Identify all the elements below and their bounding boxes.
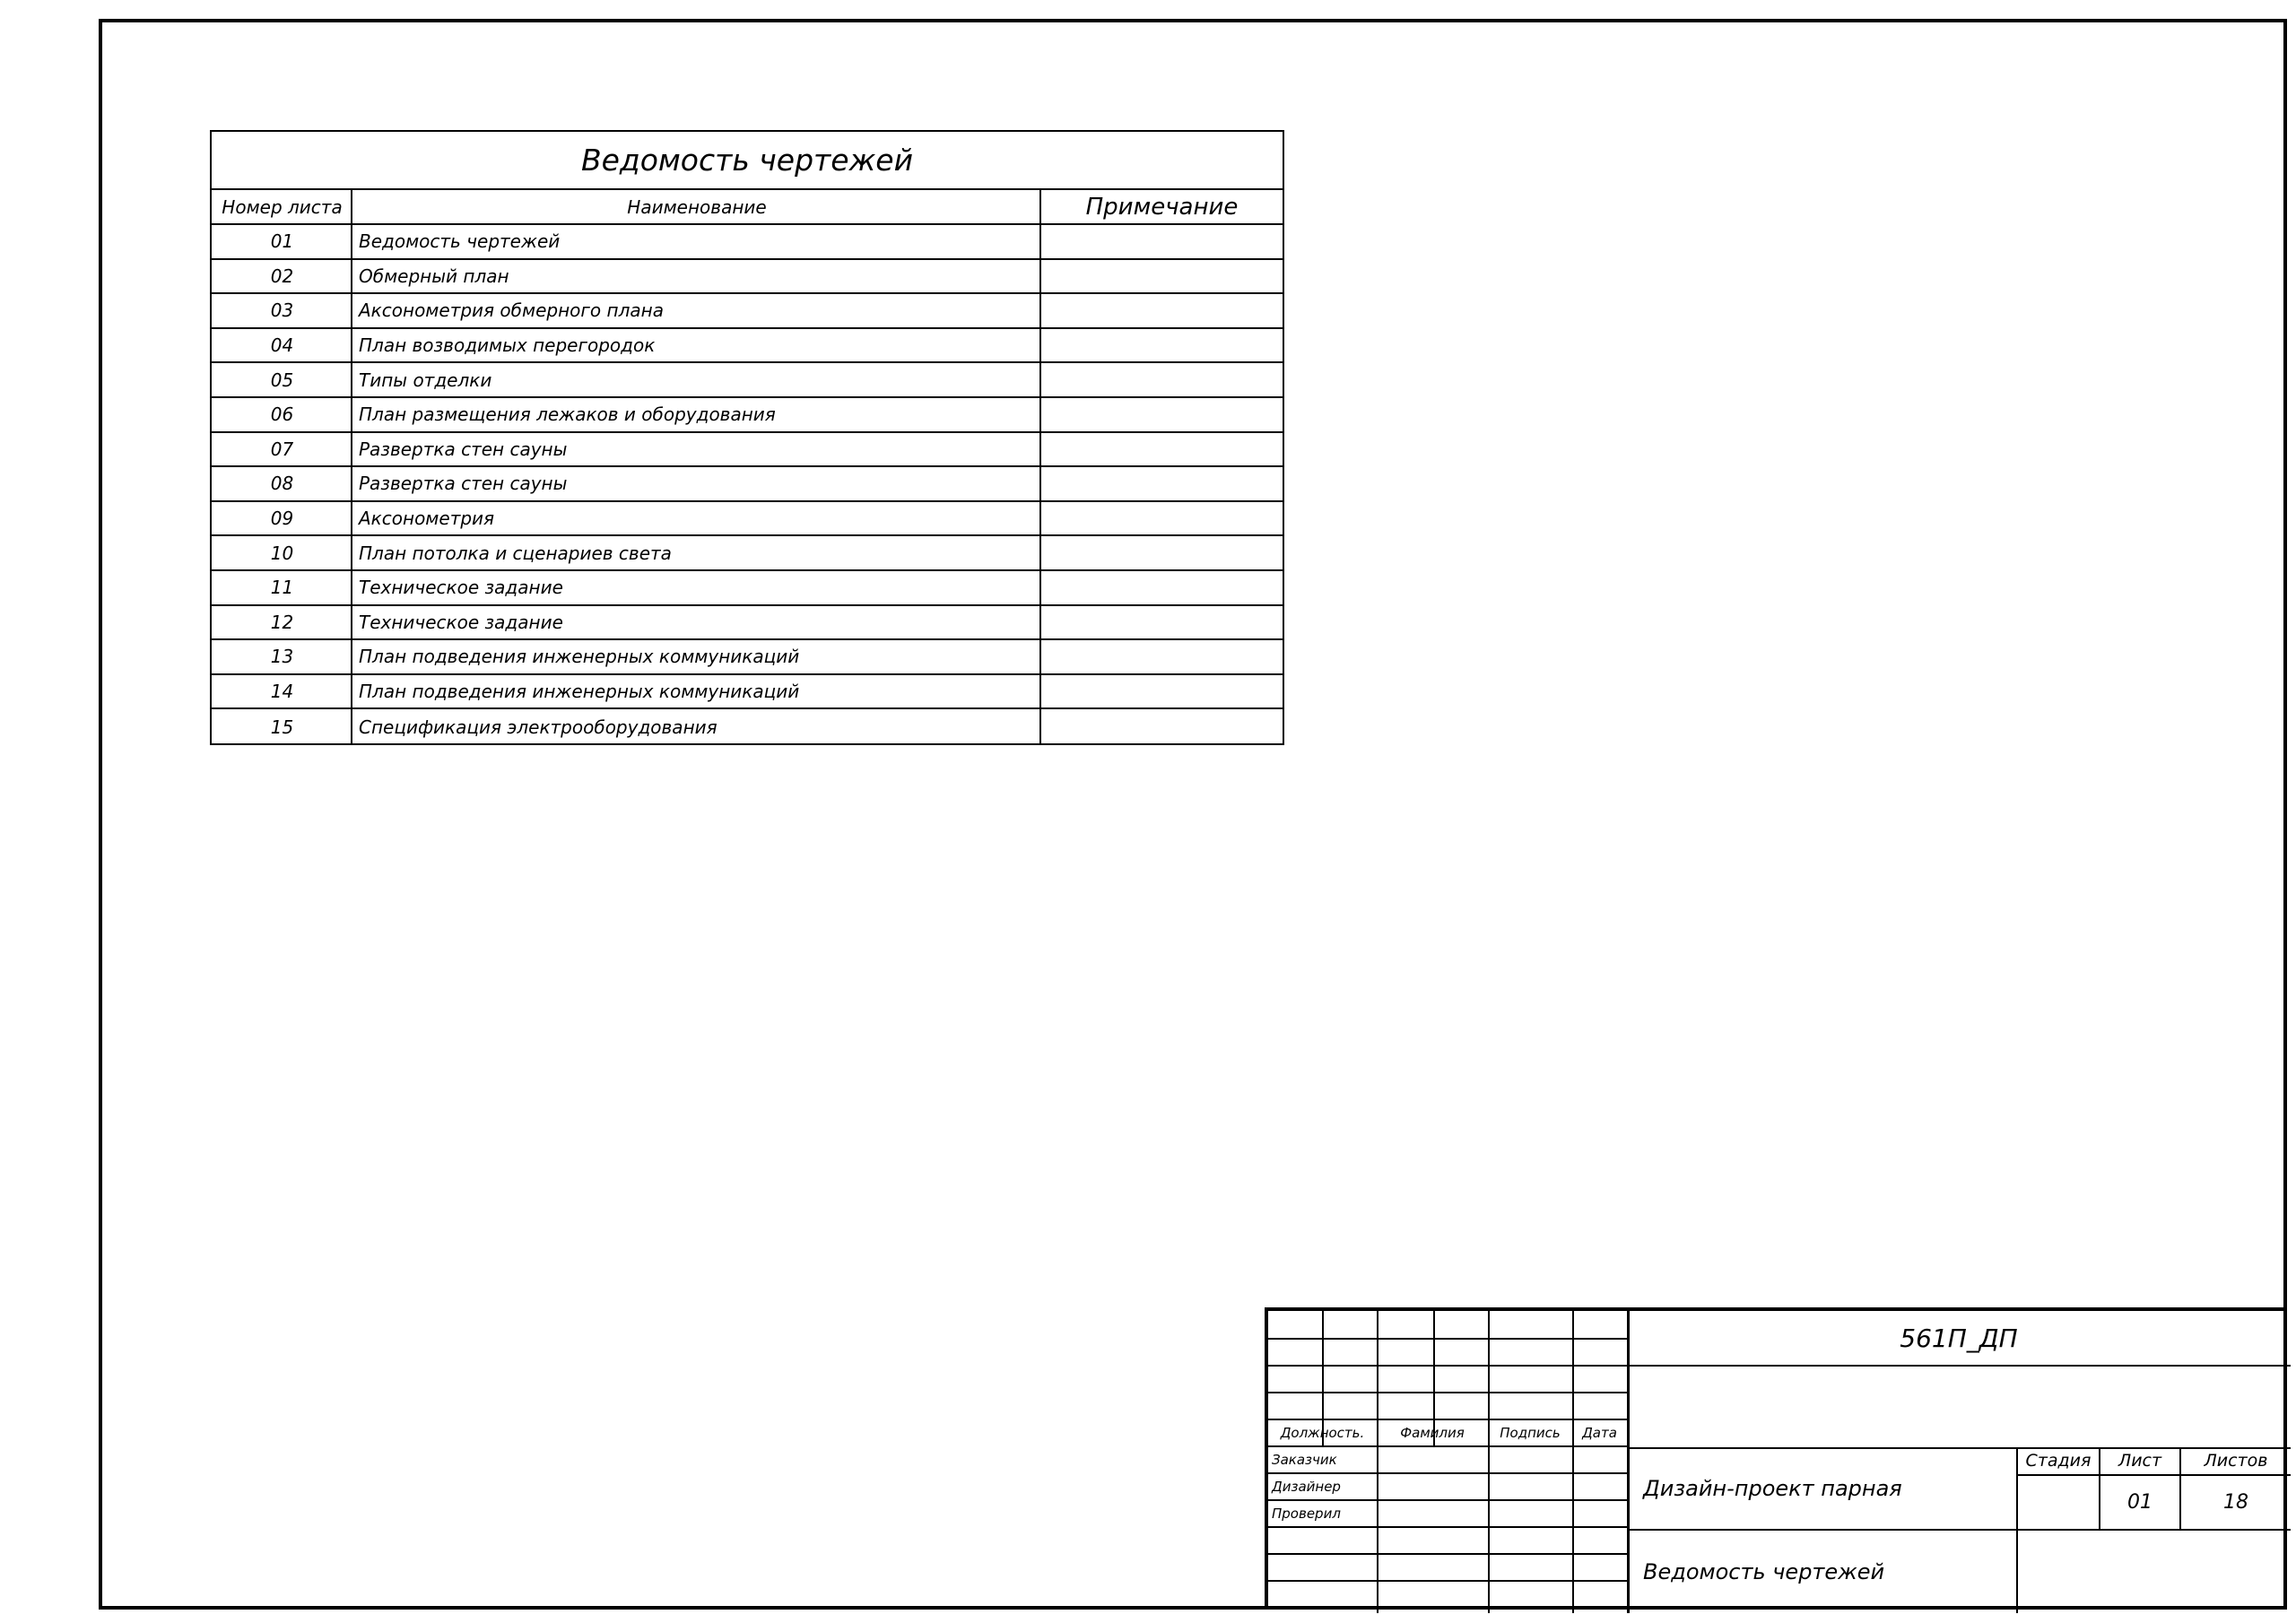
col-date-label: Дата bbox=[1582, 1425, 1617, 1441]
table-row bbox=[212, 467, 1283, 502]
table-row bbox=[212, 502, 1283, 537]
sheet-number: 12 bbox=[270, 611, 294, 633]
table-row bbox=[212, 709, 1283, 744]
sheet-title: План размещения лежаков и оборудования bbox=[359, 404, 776, 426]
sheet-name: Ведомость чертежей bbox=[1643, 1559, 1885, 1584]
sheet-number: 09 bbox=[270, 508, 294, 530]
sheet-title: План подведения инженерных коммуникаций bbox=[359, 646, 800, 668]
table-row bbox=[212, 433, 1283, 468]
stage-label: Стадия bbox=[2025, 1451, 2092, 1471]
table-row bbox=[212, 675, 1283, 710]
table-row bbox=[212, 571, 1283, 606]
sheet-title: Ведомость чертежей bbox=[359, 230, 561, 253]
sheet-title: Техническое задание bbox=[359, 577, 563, 599]
document-code: 561П_ДП bbox=[1900, 1323, 2018, 1353]
table-row bbox=[212, 363, 1283, 398]
title-block bbox=[1265, 1307, 2287, 1610]
tb-line bbox=[1488, 1311, 1490, 1613]
sheet-number: 11 bbox=[270, 577, 294, 599]
drawing-list-title: Ведомость чертежей bbox=[212, 132, 1283, 190]
table-row bbox=[212, 329, 1283, 364]
sheet-title: Обмерный план bbox=[359, 265, 509, 287]
project-name: Дизайн-проект парная bbox=[1643, 1475, 1902, 1501]
sheet-number: 08 bbox=[270, 473, 294, 495]
tb-line bbox=[1377, 1311, 1378, 1613]
table-row bbox=[212, 398, 1283, 433]
sheet-title: План подведения инженерных коммуникаций bbox=[359, 681, 800, 703]
sheet-number: 07 bbox=[270, 438, 294, 460]
sheets-label: Листов bbox=[2204, 1451, 2268, 1471]
sheet-number: 04 bbox=[270, 334, 294, 357]
col-signature-label: Подпись bbox=[1500, 1425, 1561, 1441]
table-row bbox=[212, 294, 1283, 329]
sheet-title: План возводимых перегородок bbox=[359, 334, 656, 357]
header-name: Наименование bbox=[352, 190, 1041, 225]
sheet-title: Аксонометрия обмерного плана bbox=[359, 299, 664, 322]
sheet-title: Развертка стен сауны bbox=[359, 473, 568, 495]
role-checker: Проверил bbox=[1272, 1506, 1341, 1522]
tb-line bbox=[1268, 1392, 1627, 1393]
drawing-list-table bbox=[210, 130, 1284, 745]
tb-line bbox=[1627, 1365, 2291, 1367]
sheets-value: 18 bbox=[2223, 1491, 2248, 1514]
table-row bbox=[212, 640, 1283, 675]
sheet-number: 13 bbox=[270, 646, 294, 668]
header-sheet-number: Номер листа bbox=[212, 190, 352, 225]
table-row bbox=[212, 225, 1283, 260]
sheet-title: Аксонометрия bbox=[359, 508, 495, 530]
table-row bbox=[212, 536, 1283, 571]
sheet-value: 01 bbox=[2127, 1491, 2152, 1514]
sheet-number: 14 bbox=[270, 681, 294, 703]
drawing-list-body bbox=[212, 225, 1283, 743]
role-designer: Дизайнер bbox=[1272, 1479, 1341, 1495]
col-surname-label: Фамилия bbox=[1400, 1425, 1465, 1441]
stage-value bbox=[2018, 1476, 2099, 1529]
sheet-number: 03 bbox=[270, 299, 294, 322]
tb-line bbox=[1268, 1553, 1627, 1555]
sheet-number: 06 bbox=[270, 404, 294, 426]
sheet-title: Типы отделки bbox=[359, 369, 492, 391]
sheet-number: 01 bbox=[270, 230, 294, 253]
table-row bbox=[212, 606, 1283, 641]
sheet-number: 10 bbox=[270, 542, 294, 564]
tb-line bbox=[1268, 1580, 1627, 1582]
tb-line bbox=[1572, 1311, 1574, 1613]
sheet-title: Спецификация электрооборудования bbox=[359, 716, 718, 738]
header-note: Примечание bbox=[1041, 190, 1283, 225]
sheet-title: Развертка стен сауны bbox=[359, 438, 568, 460]
col-position-label: Должность. bbox=[1280, 1425, 1365, 1441]
sheet-title: План потолка и сценариев света bbox=[359, 542, 672, 564]
tb-line bbox=[1268, 1365, 1627, 1367]
sheet-label: Лист bbox=[2118, 1451, 2162, 1471]
tb-line bbox=[1268, 1338, 1627, 1340]
sheet-number: 02 bbox=[270, 265, 294, 287]
sheet-title: Техническое задание bbox=[359, 611, 563, 633]
role-client: Заказчик bbox=[1272, 1452, 1337, 1468]
sheet-number: 05 bbox=[270, 369, 294, 391]
table-row bbox=[212, 260, 1283, 295]
sheet-number: 15 bbox=[270, 716, 294, 738]
